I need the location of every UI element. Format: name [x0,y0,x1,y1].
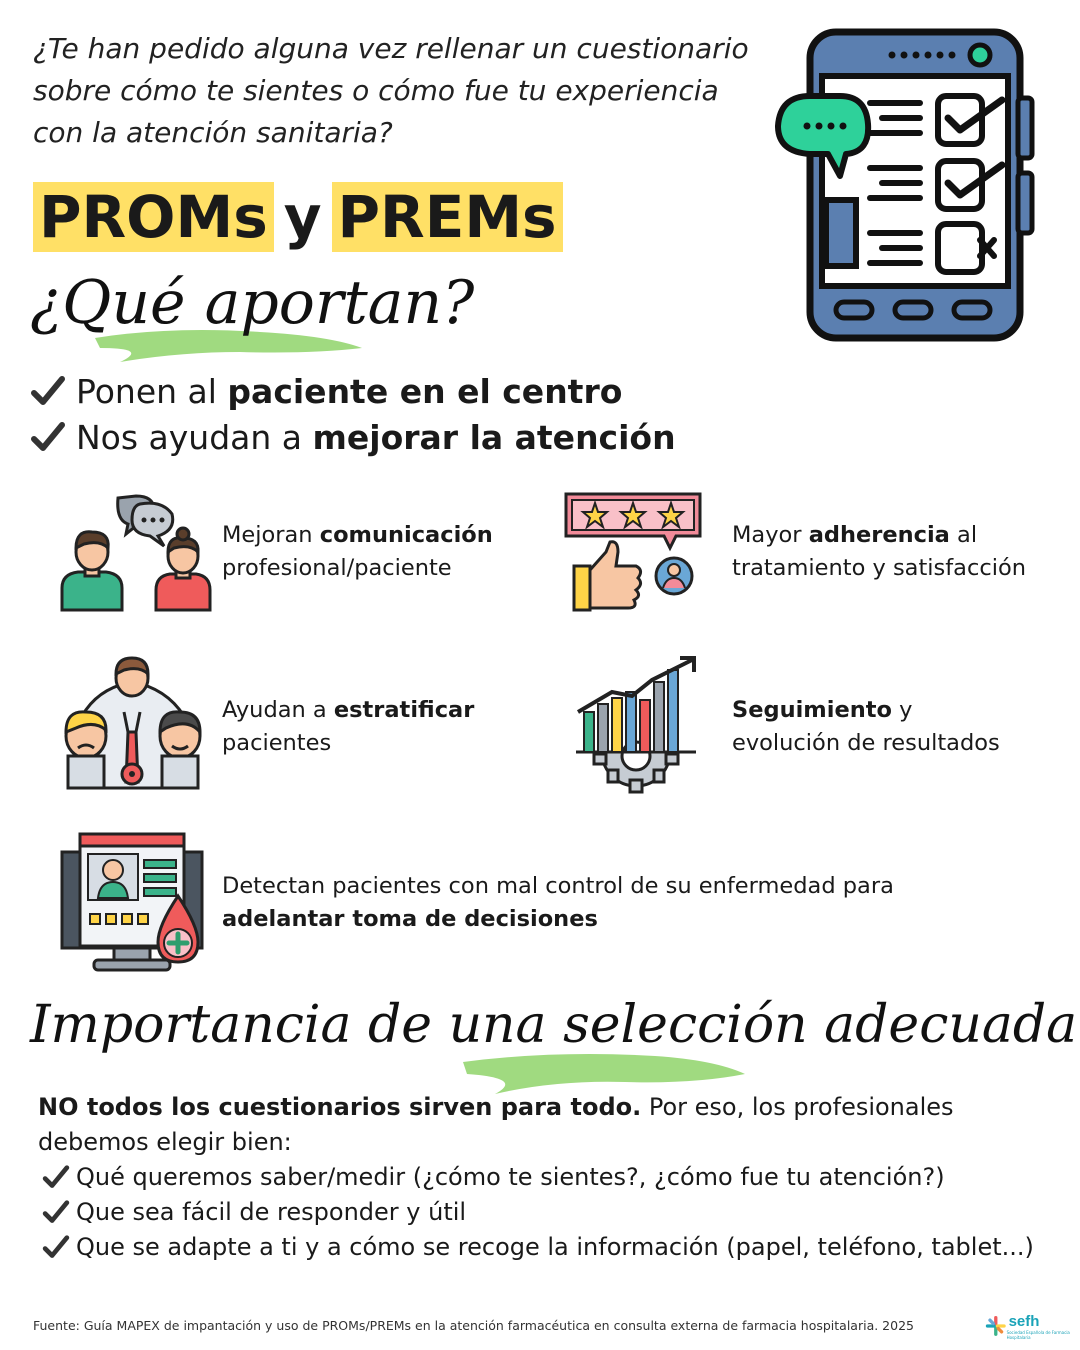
importance-list [38,1160,1038,1265]
importance-heading: Importancia de una selección adecuada [30,995,1078,1055]
title-prems: PREMs [332,182,563,252]
contribution-text: Ponen al paciente en el centro [76,371,623,411]
title-proms: PROMs [33,182,274,252]
check-icon [30,373,66,409]
title-and: y [283,183,322,251]
patient-stratification-icon [58,652,208,802]
check-icon [30,419,66,455]
patient-monitor-icon [58,830,208,975]
sefh-logo-icon [985,1313,1007,1339]
phone-checklist-icon [770,28,1040,348]
growth-chart-gear-icon [572,652,702,802]
benefit-follow-up: Seguimiento y evolución de resultados [732,697,1000,756]
list-item: Qué queremos saber/medir (¿cómo te sientes?, ¿cómo fue tu atención?) [38,1160,1038,1195]
benefit-stratification: Ayudan a estratificar pacientes [222,697,475,756]
page-title [33,181,563,253]
contribution-text: Nos ayudan a mejorar la atención [76,417,676,457]
importance-body [38,1090,1038,1265]
importance-lead: NO todos los cuestionarios sirven para todo. Por eso, los profesionales debemos elegir bien: [38,1093,954,1156]
contribution-item [30,368,622,414]
check-icon [42,1163,70,1191]
intro-question: ¿Te han pedido alguna vez rellenar un cuestionario sobre cómo te sientes o cómo fue tu experiencia con la atención sanitaria? [33,32,749,149]
check-icon [42,1233,70,1261]
check-icon [42,1198,70,1226]
source-citation: Fuente: Guía MAPEX de impantación y uso de PROMs/PREMs en la atención farmacéutica en consulta externa de farmacia hospitalaria. 2025 [33,1318,914,1333]
contribution-item [30,414,676,460]
people-chat-icon [58,490,218,615]
benefit-adherence: Mayor adherencia al tratamiento y satisfacción [732,522,1026,581]
contributions-heading: ¿Qué aportan? [30,268,475,338]
list-item: Que sea fácil de responder y útil [38,1195,1038,1230]
rating-thumbs-up-icon [562,490,707,615]
benefit-detection: Detectan pacientes con mal control de su enfermedad para adelantar toma de decisiones [222,873,894,932]
benefit-communication: Mejoran comunicación profesional/paciente [222,522,493,581]
list-item: Que se adapte a ti y a cómo se recoge la información (papel, teléfono, tablet...) [38,1230,1038,1265]
sefh-logo: sefh Sociedad Española de Farmacia Hospitalaria [985,1311,1080,1340]
